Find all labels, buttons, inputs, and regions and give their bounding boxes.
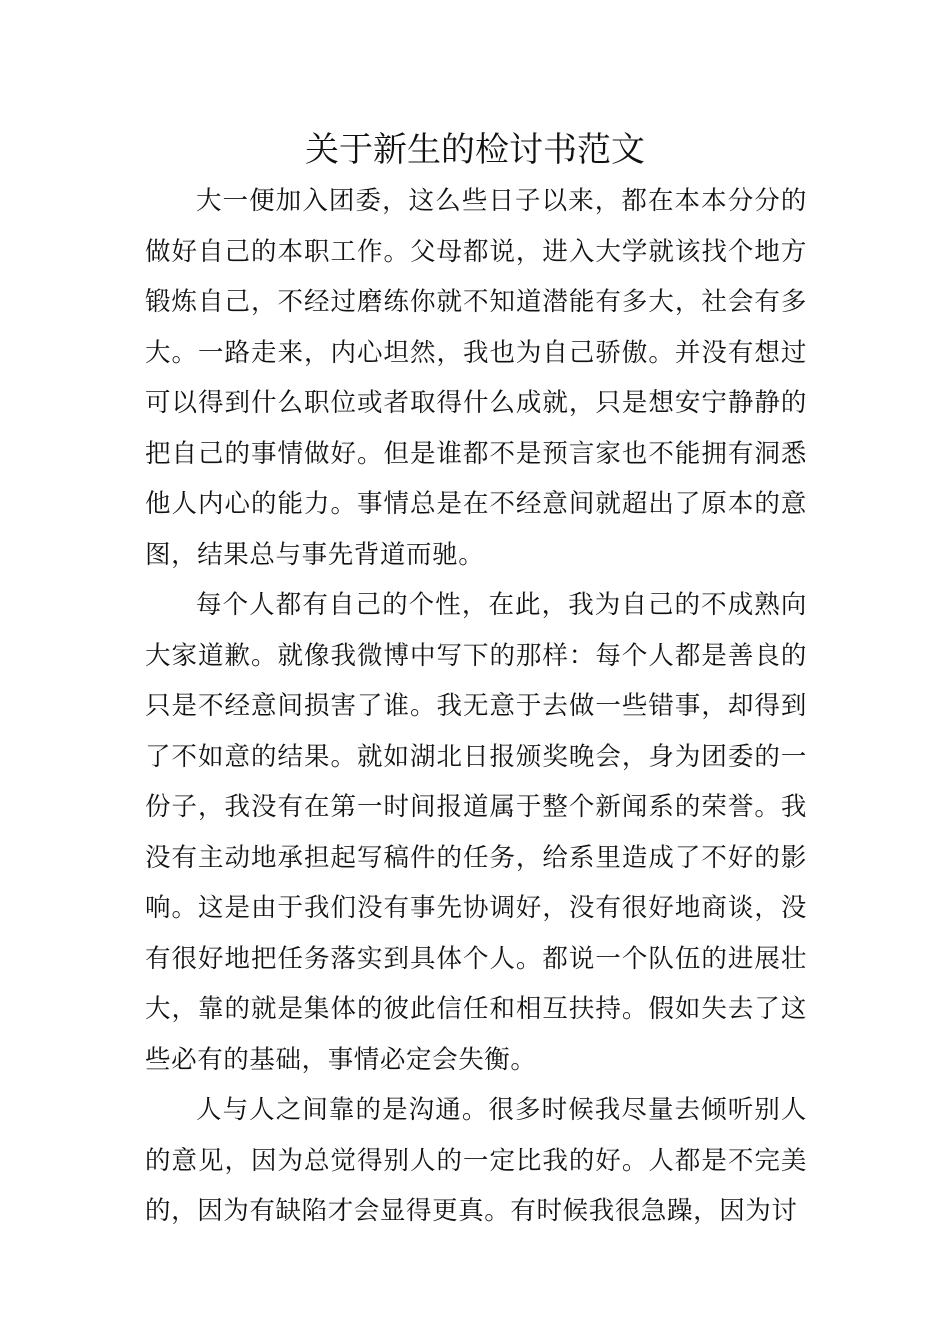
paragraph: 每个人都有自己的个性，在此，我为自己的不成熟向大家道歉。就像我微博中写下的那样：每个人都是善良的只是不经意间损害了谁。我无意于去做一些错事，却得到了不如意的结果。就如湖北日报颁奖晚会，身为团委的一份子，我没有在第一时间报道属于整个新闻系的荣誉。我没有主动地承担起写稿件的任务，给系里造成了不好的影响。这是由于我们没有事先协调好，没有很好地商谈，没有很好地把任务落实到具体个人。都说一个队伍的进展壮大，靠的就是集体的彼此信任和相互扶持。假如失去了这些必有的基础，事情必定会失衡。 [145, 590, 807, 1075]
document-body [145, 176, 807, 1237]
document-title: 关于新生的检讨书范文 [305, 130, 645, 170]
paragraph: 人与人之间靠的是沟通。很多时候我尽量去倾听别人的意见，因为总觉得别人的一定比我的好。人都是不完美的，因为有缺陷才会显得更真。有时候我很急躁，因为讨 [145, 1095, 807, 1226]
paragraph: 大一便加入团委，这么些日子以来，都在本本分分的做好自己的本职工作。父母都说，进入大学就该找个地方锻炼自己，不经过磨练你就不知道潜能有多大，社会有多大。一路走来，内心坦然，我也为自己骄傲。并没有想过可以得到什么职位或者取得什么成就，只是想安宁静静的把自己的事情做好。但是谁都不是预言家也不能拥有洞悉他人内心的能力。事情总是在不经意间就超出了原本的意图，结果总与事先背道而驰。 [145, 186, 807, 570]
